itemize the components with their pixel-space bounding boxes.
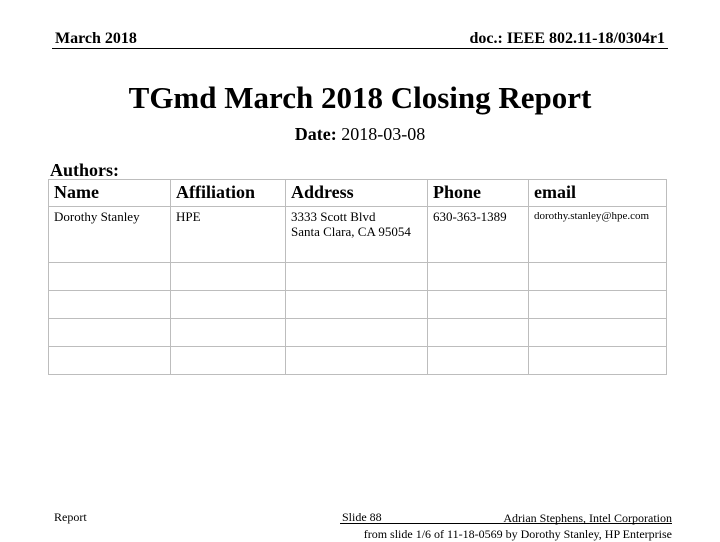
column-header-phone: Phone: [428, 180, 529, 207]
column-header-name: Name: [49, 180, 171, 207]
footer-attribution: [364, 510, 672, 542]
footer-report: Report: [54, 510, 87, 524]
address-line-2: Santa Clara, CA 95054: [291, 224, 411, 239]
column-header-email: email: [529, 180, 667, 207]
table-row: [49, 207, 667, 263]
table-cell: [286, 347, 428, 375]
table-row: [49, 263, 667, 291]
table-cell: [529, 291, 667, 319]
table-cell: [171, 263, 286, 291]
table-row: [49, 291, 667, 319]
table-cell: [171, 319, 286, 347]
author-affiliation: HPE: [171, 207, 286, 263]
table-cell: [49, 347, 171, 375]
header-doc-id: doc.: IEEE 802.11-18/0304r1: [469, 30, 665, 47]
footer-author: Adrian Stephens, Intel Corporation: [503, 511, 672, 525]
table-cell: [428, 291, 529, 319]
author-address: [286, 207, 428, 263]
table-header-row: [49, 180, 667, 207]
slide-title: TGmd March 2018 Closing Report: [128, 80, 592, 115]
table-cell: [286, 263, 428, 291]
column-header-address: Address: [286, 180, 428, 207]
table-cell: [529, 347, 667, 375]
address-line-1: 3333 Scott Blvd: [291, 209, 376, 224]
table-cell: [49, 263, 171, 291]
table-cell: [49, 319, 171, 347]
table-cell: [49, 291, 171, 319]
author-phone: 630-363-1389: [428, 207, 529, 263]
table-cell: [171, 291, 286, 319]
date-value: 2018-03-08: [341, 124, 426, 144]
footer-slide-number: Slide 88: [342, 510, 382, 524]
author-email: dorothy.stanley@hpe.com: [529, 207, 667, 263]
column-header-affiliation: Affiliation: [171, 180, 286, 207]
table-cell: [428, 347, 529, 375]
header-rule: [52, 48, 668, 49]
authors-table: [48, 179, 667, 375]
table-cell: [529, 263, 667, 291]
table-cell: [428, 263, 529, 291]
table-row: [49, 319, 667, 347]
table-cell: [529, 319, 667, 347]
date-label: Date:: [294, 124, 337, 144]
table-cell: [428, 319, 529, 347]
authors-label: Authors:: [50, 160, 120, 180]
table-cell: [286, 319, 428, 347]
table-cell: [286, 291, 428, 319]
header-date: March 2018: [55, 30, 137, 47]
table-row: [49, 347, 667, 375]
author-name: Dorothy Stanley: [49, 207, 171, 263]
date-line: [0, 124, 720, 145]
table-cell: [171, 347, 286, 375]
footer-source: from slide 1/6 of 11-18-0569 by Dorothy Stanley, HP Enterprise: [363, 527, 672, 541]
